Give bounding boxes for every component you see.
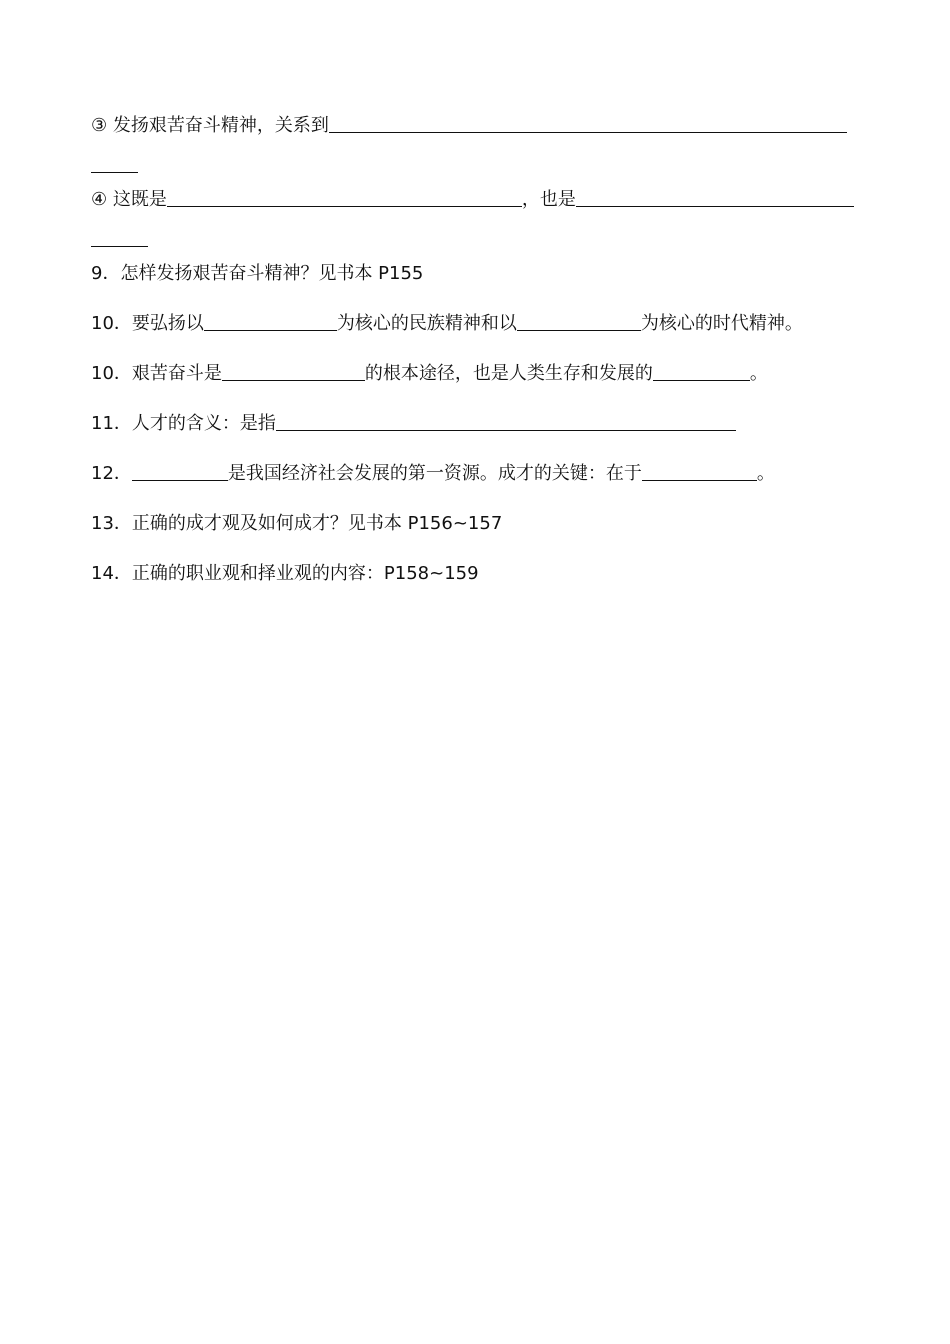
fill-blank[interactable]	[204, 310, 337, 331]
item-4-continuation	[91, 226, 148, 254]
fill-blank[interactable]	[222, 360, 365, 381]
fill-blank[interactable]	[642, 460, 757, 481]
item-4-text-b: ，也是	[521, 189, 576, 210]
question-10b-text-b: 的根本途径，也是人类生存和发展的	[364, 363, 653, 384]
question-10b	[91, 360, 768, 388]
item-4-text-a: ④ 这既是	[91, 189, 167, 210]
question-10b-text-c: 。	[749, 363, 768, 384]
fill-blank[interactable]	[329, 112, 847, 133]
question-14-text: 14．正确的职业观和择业观的内容：P158~159	[91, 563, 479, 584]
fill-blank[interactable]	[91, 226, 148, 247]
question-12	[91, 460, 775, 488]
question-10a-text-c: 为核心的时代精神。	[640, 313, 803, 334]
item-3-continuation	[91, 152, 138, 180]
fill-blank[interactable]	[132, 460, 228, 481]
question-13	[91, 510, 502, 538]
question-10a-text-a: 10．要弘扬以	[91, 313, 204, 334]
fill-blank[interactable]	[167, 186, 522, 207]
question-10b-text-a: 10．艰苦奋斗是	[91, 363, 222, 384]
question-9	[91, 260, 423, 288]
question-9-text: 9．怎样发扬艰苦奋斗精神？见书本 P155	[91, 263, 424, 284]
question-12-text-a: 12．	[91, 463, 132, 484]
fill-blank[interactable]	[653, 360, 750, 381]
fill-blank[interactable]	[576, 186, 854, 207]
question-12-text-b: 是我国经济社会发展的第一资源。成才的关键：在于	[227, 463, 642, 484]
item-3-text: ③ 发扬艰苦奋斗精神，关系到	[91, 115, 329, 136]
question-13-text: 13．正确的成才观及如何成才？见书本 P156~157	[91, 513, 503, 534]
question-14	[91, 560, 479, 588]
document-page	[91, 0, 861, 1344]
fill-blank[interactable]	[276, 410, 736, 431]
question-10a-text-b: 为核心的民族精神和以	[336, 313, 517, 334]
fill-blank[interactable]	[91, 152, 138, 173]
question-11-text: 11．人才的含义：是指	[91, 413, 276, 434]
item-3-line	[91, 112, 847, 140]
question-12-text-c: 。	[756, 463, 775, 484]
fill-blank[interactable]	[517, 310, 641, 331]
question-10a	[91, 310, 803, 338]
item-4-line	[91, 186, 854, 214]
question-11	[91, 410, 736, 438]
